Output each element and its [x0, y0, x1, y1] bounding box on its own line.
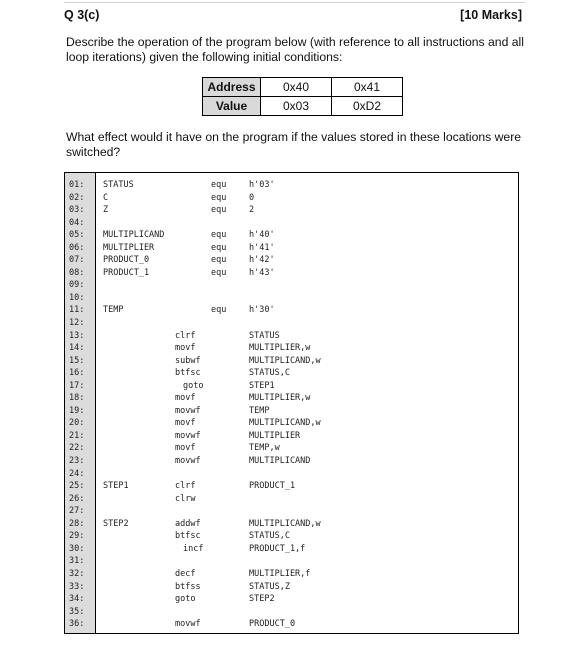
code-lines: [65, 179, 518, 631]
code-line: [65, 217, 518, 230]
code-operand: MULTIPLICAND,w: [249, 355, 321, 366]
line-number: 35:: [69, 606, 85, 617]
code-label: STEP1: [103, 481, 129, 492]
code-operand: PRODUCT_1: [249, 481, 296, 492]
code-listing: [64, 172, 519, 634]
line-number: 17:: [69, 380, 85, 391]
code-line: [65, 267, 518, 280]
code-mnemonic: movwf: [175, 619, 201, 630]
top-divider: [64, 2, 525, 3]
line-number: 34:: [69, 594, 85, 605]
code-label: MULTIPLIER: [103, 242, 155, 253]
line-number: 32:: [69, 568, 85, 579]
code-mnemonic: equ: [211, 267, 227, 278]
code-mnemonic: btfss: [175, 581, 201, 592]
code-line: [65, 292, 518, 305]
code-mnemonic: equ: [211, 305, 227, 316]
code-line: [65, 192, 518, 205]
code-line: [65, 606, 518, 619]
code-line: [65, 430, 518, 443]
code-mnemonic: equ: [211, 205, 227, 216]
code-line: [65, 505, 518, 518]
code-line: [65, 254, 518, 267]
code-label: Z: [103, 205, 109, 216]
line-number: 14:: [69, 343, 85, 354]
code-operand: MULTIPLICAND,w: [249, 418, 321, 429]
code-operand: TEMP: [249, 405, 270, 416]
code-label: STATUS: [103, 180, 134, 190]
line-number: 04:: [69, 217, 85, 228]
value-cell: 0x03: [261, 97, 332, 116]
line-number: 22:: [69, 443, 85, 454]
line-number: 31:: [69, 556, 85, 567]
code-line: [65, 342, 518, 355]
code-line: [65, 367, 518, 380]
code-operand: MULTIPLIER,f: [249, 568, 311, 579]
code-line: [65, 330, 518, 343]
code-operand: STEP1: [249, 380, 275, 391]
code-line: [65, 555, 518, 568]
line-number: 09:: [69, 280, 85, 291]
code-line: [65, 530, 518, 543]
line-number: 13:: [69, 330, 85, 341]
initial-conditions-table: [202, 77, 403, 116]
code-line: [65, 304, 518, 317]
code-operand: TEMP,w: [249, 443, 280, 454]
code-operand: MULTIPLIER,w: [249, 393, 311, 404]
code-operand: STATUS: [249, 330, 280, 341]
line-number: 27:: [69, 506, 85, 517]
code-line: [65, 568, 518, 581]
address-header: Address: [203, 78, 261, 97]
line-number: 24:: [69, 468, 85, 479]
line-number: 33:: [69, 581, 85, 592]
code-mnemonic: equ: [211, 255, 227, 266]
code-line: [65, 618, 518, 631]
code-operand: h'41': [249, 242, 275, 253]
code-line: [65, 455, 518, 468]
code-operand: h'30': [249, 305, 275, 316]
code-mnemonic: decf: [175, 568, 196, 579]
code-mnemonic: equ: [211, 242, 227, 253]
line-number: 11:: [69, 305, 85, 316]
address-cell: 0x41: [332, 78, 403, 97]
code-operand: STEP2: [249, 594, 275, 605]
code-mnemonic: movwf: [175, 430, 201, 441]
line-number: 07:: [69, 255, 85, 266]
code-operand: h'40': [249, 230, 275, 241]
code-line: [65, 480, 518, 493]
code-mnemonic: movf: [175, 443, 196, 454]
code-line: [65, 355, 518, 368]
code-operand: MULTIPLIER,w: [249, 343, 311, 354]
code-label: STEP2: [103, 518, 129, 529]
code-line: [65, 468, 518, 481]
code-operand: MULTIPLICAND: [249, 456, 311, 467]
line-number: 12:: [69, 318, 85, 329]
code-mnemonic: btfsc: [175, 531, 201, 542]
value-cell: 0xD2: [332, 97, 403, 116]
address-cell: 0x40: [261, 78, 332, 97]
code-mnemonic: goto: [183, 380, 204, 391]
code-mnemonic: incf: [183, 543, 204, 554]
code-line: [65, 417, 518, 430]
code-label: MULTIPLICAND: [103, 230, 165, 241]
code-operand: h'03': [249, 180, 275, 190]
line-number: 36:: [69, 619, 85, 630]
line-number: 02:: [69, 192, 85, 203]
line-number: 05:: [69, 230, 85, 241]
code-operand: MULTIPLICAND,w: [249, 518, 321, 529]
line-number: 10:: [69, 292, 85, 303]
question-marks: [10 Marks]: [460, 8, 522, 22]
code-mnemonic: equ: [211, 192, 227, 203]
code-operand: MULTIPLIER: [249, 430, 301, 441]
code-label: PRODUCT_0: [103, 255, 150, 266]
line-number: 29:: [69, 531, 85, 542]
code-line: [65, 593, 518, 606]
line-number: 15:: [69, 355, 85, 366]
code-line: [65, 392, 518, 405]
line-number: 06:: [69, 242, 85, 253]
line-number: 25:: [69, 481, 85, 492]
line-number: 08:: [69, 267, 85, 278]
code-mnemonic: equ: [211, 230, 227, 241]
line-number: 26:: [69, 493, 85, 504]
code-line: [65, 279, 518, 292]
line-number: 18:: [69, 393, 85, 404]
code-mnemonic: clrf: [175, 481, 196, 492]
question-number: Q 3(c): [64, 8, 100, 22]
code-operand: PRODUCT_0: [249, 619, 296, 630]
line-number: 01:: [69, 180, 85, 190]
code-label: C: [103, 192, 109, 203]
code-line: [65, 242, 518, 255]
code-line: [65, 493, 518, 506]
value-header: Value: [203, 97, 261, 116]
line-number: 19:: [69, 405, 85, 416]
code-line: [65, 179, 518, 192]
code-mnemonic: addwf: [175, 518, 201, 529]
code-line: [65, 229, 518, 242]
code-operand: h'43': [249, 267, 275, 278]
line-number: 20:: [69, 418, 85, 429]
question-header: [64, 8, 522, 22]
code-line: [65, 543, 518, 556]
code-line: [65, 442, 518, 455]
code-line: [65, 317, 518, 330]
code-line: [65, 518, 518, 531]
value-row: [203, 97, 403, 116]
code-mnemonic: btfsc: [175, 368, 201, 379]
code-operand: STATUS,C: [249, 368, 290, 379]
code-mnemonic: clrw: [175, 493, 196, 504]
line-number: 28:: [69, 518, 85, 529]
code-operand: h'42': [249, 255, 275, 266]
followup-question: What effect would it have on the program if the values stored in these locations were switched?: [66, 130, 522, 159]
code-mnemonic: movf: [175, 343, 196, 354]
code-line: [65, 405, 518, 418]
code-label: TEMP: [103, 305, 124, 316]
question-description: Describe the operation of the program below (with reference to all instructions and all loop iterations) given the following initial conditions:: [66, 35, 524, 64]
line-number: 16:: [69, 368, 85, 379]
code-operand: 0: [249, 192, 255, 203]
address-row: [203, 78, 403, 97]
code-mnemonic: clrf: [175, 330, 196, 341]
code-line: [65, 581, 518, 594]
code-mnemonic: goto: [175, 594, 196, 605]
code-line: [65, 380, 518, 393]
code-operand: STATUS,C: [249, 531, 290, 542]
code-line: [65, 204, 518, 217]
code-mnemonic: movf: [175, 418, 196, 429]
code-operand: PRODUCT_1,f: [249, 543, 306, 554]
code-operand: 2: [249, 205, 255, 216]
code-mnemonic: movf: [175, 393, 196, 404]
code-mnemonic: subwf: [175, 355, 201, 366]
line-number: 30:: [69, 543, 85, 554]
line-number: 21:: [69, 430, 85, 441]
code-mnemonic: movwf: [175, 456, 201, 467]
code-mnemonic: movwf: [175, 405, 201, 416]
code-operand: STATUS,Z: [249, 581, 290, 592]
code-mnemonic: equ: [211, 180, 227, 190]
line-number: 03:: [69, 205, 85, 216]
code-label: PRODUCT_1: [103, 267, 150, 278]
line-number: 23:: [69, 456, 85, 467]
